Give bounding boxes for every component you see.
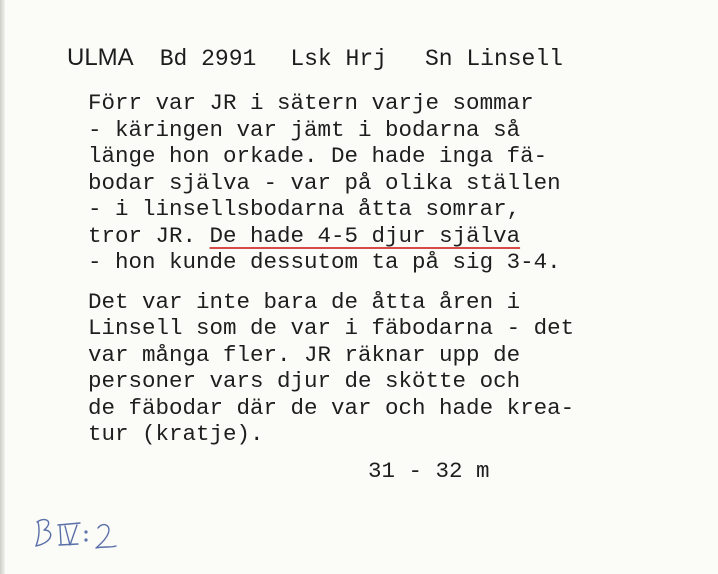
volume-number: Bd 2991 [159,46,257,72]
card-header [67,44,563,78]
text-line: - hon kunde dessutom ta på sig 3-4. [88,249,561,275]
page-reference: 31 - 32 m [368,458,490,484]
card-body [88,90,708,448]
card-edge [0,0,5,574]
text-line: tur (kratje). [88,421,264,447]
archive-code: ULMA [67,44,134,71]
parish-name: Sn Linsell [424,46,563,72]
handwritten-signature [30,508,150,558]
text-line-start: tror JR. [88,222,210,249]
text-line: - käringen var jämt i bodarna så [88,116,521,143]
paragraph-gap [88,276,708,289]
province-code: Lsk Hrj [290,46,387,72]
text-line: Linsell som de var i fäbodarna - det [88,315,575,341]
text-line: Förr var JR i sätern varje sommar [88,90,534,116]
text-line: var många fler. JR räknar upp de [88,341,521,368]
text-line: de fäbodar där de var och hade krea- [88,394,575,421]
text-line [88,223,708,250]
text-line: personer vars djur de skötte och [88,368,521,394]
text-line: - i linsellsbodarna åtta somrar, [88,196,521,222]
text-line: länge hon orkade. De hade inga fä- [88,143,548,169]
underlined-phrase: De hade 4-5 djur själva [209,222,521,249]
text-line: bodar själva - var på olika ställen [88,169,561,196]
text-line: Det var inte bara de åtta åren i [88,288,521,315]
